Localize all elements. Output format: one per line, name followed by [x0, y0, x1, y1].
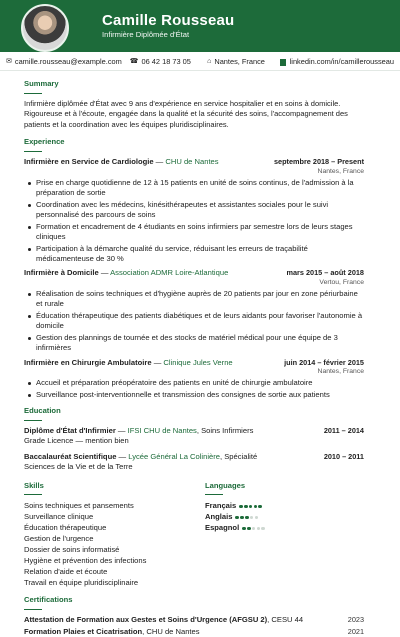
certification-name: Formation Plaies et Cicatrisation [24, 627, 143, 637]
section-title-experience: Experience [24, 137, 65, 147]
level-dot-empty [250, 516, 254, 520]
certification-name: Attestation de Formation aux Gestes et Soins d'Urgence (AFGSU 2) [24, 615, 268, 625]
level-dot-empty [257, 527, 261, 531]
section-underline [24, 494, 42, 495]
resume-header [0, 0, 400, 52]
degree-field: , Spécialité [220, 451, 258, 461]
certification-issuer: , CHU de Nantes [142, 627, 200, 637]
section-title-summary: Summary [24, 79, 59, 88]
skill-item: Dossier de soins informatisé [24, 545, 120, 555]
level-dot-empty [252, 527, 256, 531]
certification-item [24, 627, 364, 637]
education-note: Grade Licence — mention bien [24, 436, 129, 445]
school-name: IFSI CHU de Nantes [127, 426, 197, 436]
language-name: Français [205, 501, 237, 511]
job-bullet: Surveillance post-interventionnelle et transmission des consignes de sortie aux patients [28, 390, 364, 400]
language-item [205, 522, 364, 533]
job-bullet: Participation à la démarche qualité du service, réduisant les erreurs de traçabilité médicamenteuse de 30 % [28, 244, 364, 265]
job-location: Vertou, France [319, 279, 364, 287]
contact-bar [0, 55, 400, 69]
level-dot-filled [244, 505, 248, 509]
job-bullet: Prise en charge quotidienne de 12 à 15 patients en unité de soins continus, de l'admission à la préparation de sortie [28, 178, 364, 199]
job-dates: mars 2015 – août 2018 [286, 268, 364, 278]
job-role: Infirmière en Service de Cardiologie [24, 157, 154, 167]
level-dot-filled [240, 516, 244, 520]
profile-photo [21, 4, 69, 52]
resume-body [24, 79, 364, 637]
summary-text: Infirmière diplômée d'État avec 9 ans d'expérience en service hospitalier et en soins à domicile. Rigoureuse et à l'écoute, engagée dans la qualité et la sécurité des soins, l'accompagnement des patients et la coordination avec les équipes pluridisciplinaires. [24, 98, 348, 129]
skills-section [24, 481, 205, 589]
skills-languages-row [24, 481, 364, 589]
contact-email[interactable]: ✉ camille.rousseau@example.com [6, 57, 122, 67]
certification-year: 2023 [347, 615, 364, 625]
level-dot-filled [245, 516, 249, 520]
language-level-dots [242, 522, 266, 533]
language-name: Espagnol [205, 523, 240, 533]
job-bullets [24, 289, 364, 354]
section-underline [205, 494, 223, 495]
skill-item: Soins techniques et pansements [24, 501, 134, 511]
level-dot-filled [247, 527, 251, 531]
job-org: CHU de Nantes [165, 157, 219, 167]
job-dates: juin 2014 – février 2015 [284, 357, 364, 367]
job-org: Association ADMR Loire-Atlantique [110, 268, 229, 278]
job-dates: septembre 2018 – Present [273, 157, 364, 167]
contact-linkedin[interactable]: linkedin.com/in/camillerousseau [280, 57, 394, 67]
experience-item: Infirmière en Chirurgie Ambulatoire — Clinique Jules Verne juin 2014 – février 2015 Nantes, France Accueil et préparation préopératoire des patients en unité de chirurgie ambulatoire Surveillance post-interventionnelle et transmission des consignes de sortie aux patients [24, 357, 364, 400]
job-location: Nantes, France [317, 168, 364, 176]
job-bullet: Accueil et préparation préopératoire des patients en unité de chirurgie ambulatoire [28, 378, 364, 388]
section-title-education: Education [24, 406, 61, 416]
mail-icon: ✉ [6, 58, 12, 66]
certifications-section [24, 595, 364, 637]
skill-item: Relation d'aide et écoute [24, 567, 108, 577]
education-dates: 2011 – 2014 [323, 426, 364, 436]
language-level-dots [239, 500, 263, 511]
level-dot-filled [254, 505, 258, 509]
skill-item: Surveillance clinique [24, 512, 94, 522]
location-icon: ⌂ [207, 58, 212, 66]
job-bullet: Gestion des plannings de tournée et des stocks de matériel médical pour une équipe de 3 infirmières [28, 333, 364, 354]
contact-location: ⌂ Nantes, France [207, 57, 265, 67]
job-bullet: Éducation thérapeutique des patients diabétiques et de leurs aidants pour favoriser l'autonomie à domicile [28, 311, 364, 332]
job-role: Infirmière en Chirurgie Ambulatoire [24, 357, 152, 367]
degree-name: Baccalauréat Scientifique [24, 451, 117, 461]
language-name: Anglais [205, 512, 233, 522]
level-dot-filled [235, 516, 239, 520]
section-underline [24, 420, 42, 421]
experience-section [24, 137, 364, 400]
job-bullet: Coordination avec les médecins, kinésithérapeutes et assistantes sociales pour le suivi personnalisé des parcours de soins [28, 200, 364, 221]
phone-icon: ☎ [129, 58, 139, 66]
section-underline [24, 151, 42, 152]
degree-field: , Soins Infirmiers [196, 426, 254, 436]
language-item [205, 500, 364, 511]
level-dot-empty [255, 516, 259, 520]
section-title-languages: Languages [205, 480, 246, 490]
certification-issuer: , CESU 44 [267, 615, 304, 625]
section-title-skills: Skills [24, 480, 44, 490]
contact-phone[interactable]: ☎ 06 42 18 73 05 [129, 57, 191, 67]
job-role: Infirmière à Domicile [24, 268, 99, 278]
section-underline [24, 609, 42, 610]
education-item: Diplôme d'État d'Infirmier — IFSI CHU de Nantes, Soins Infirmiers 2011 – 2014 Grade Licence — mention bien [24, 426, 364, 445]
level-dot-filled [239, 505, 243, 509]
contact-divider [0, 70, 400, 71]
certification-item [24, 615, 364, 625]
experience-item: Infirmière à Domicile — Association ADMR Loire-Atlantique mars 2015 – août 2018 Vertou, France Réalisation de soins techniques et d'hygiène auprès de 20 patients par jour en zone périurbaine et rurale Éducation thérapeutique des patients diabétiques et de leurs aidants pour favoriser l'autonomie à domicile Gestion des plannings de tournée et des stocks de matériel médical pour une équipe de 3 infirmières [24, 268, 364, 353]
education-item: Baccalauréat Scientifique — Lycée Général La Colinière, Spécialité 2010 – 2011 Sciences de la Vie et de la Terre [24, 451, 364, 471]
level-dot-filled [258, 505, 262, 509]
languages-section [205, 481, 364, 589]
certification-year: 2021 [347, 627, 364, 637]
job-bullets [24, 378, 364, 400]
section-underline [24, 93, 42, 94]
section-title-certifications: Certifications [24, 595, 73, 605]
candidate-name: Camille Rousseau [102, 12, 235, 29]
level-dot-empty [261, 527, 265, 531]
education-note: Sciences de la Vie et de la Terre [24, 461, 133, 471]
skill-item: Éducation thérapeutique [24, 523, 107, 533]
level-dot-filled [242, 527, 246, 531]
job-location: Nantes, France [317, 368, 364, 376]
skill-item: Gestion de l'urgence [24, 534, 94, 544]
job-org: Clinique Jules Verne [163, 357, 233, 367]
skill-item: Travail en équipe pluridisciplinaire [24, 578, 139, 588]
skill-item: Hygiène et prévention des infections [24, 556, 147, 566]
experience-item: Infirmière en Service de Cardiologie — CHU de Nantes septembre 2018 – Present Nantes, France Prise en charge quotidienne de 12 à 15 patients en unité de soins continus, de l'admission à la préparation de sortie Coordination avec les médecins, kinésithérapeutes et assistantes sociales pour le suivi personnalisé des parcours de soins Formation et encadrement de 4 étudiants en soins infirmiers par semestre lors de leurs stages cliniques Participation à la démarche qualité du service, réduisant les erreurs de traçabilité médicamenteuse de 30 % [24, 157, 364, 264]
job-bullet: Réalisation de soins techniques et d'hygiène auprès de 20 patients par jour en zone périurbaine et rurale [28, 289, 364, 310]
education-section [24, 406, 364, 471]
degree-name: Diplôme d'État d'Infirmier [24, 426, 116, 436]
education-dates: 2010 – 2011 [323, 451, 364, 461]
level-dot-filled [249, 505, 253, 509]
job-bullets [24, 178, 364, 265]
candidate-title: Infirmière Diplômée d'État [102, 30, 190, 39]
linkedin-icon [280, 59, 286, 66]
job-bullet: Formation et encadrement de 4 étudiants en soins infirmiers par semestre lors de leurs stages cliniques [28, 222, 364, 243]
summary-section [24, 79, 364, 130]
language-item [205, 511, 364, 522]
school-name: Lycée Général La Colinière [128, 451, 221, 461]
language-level-dots [235, 511, 259, 522]
